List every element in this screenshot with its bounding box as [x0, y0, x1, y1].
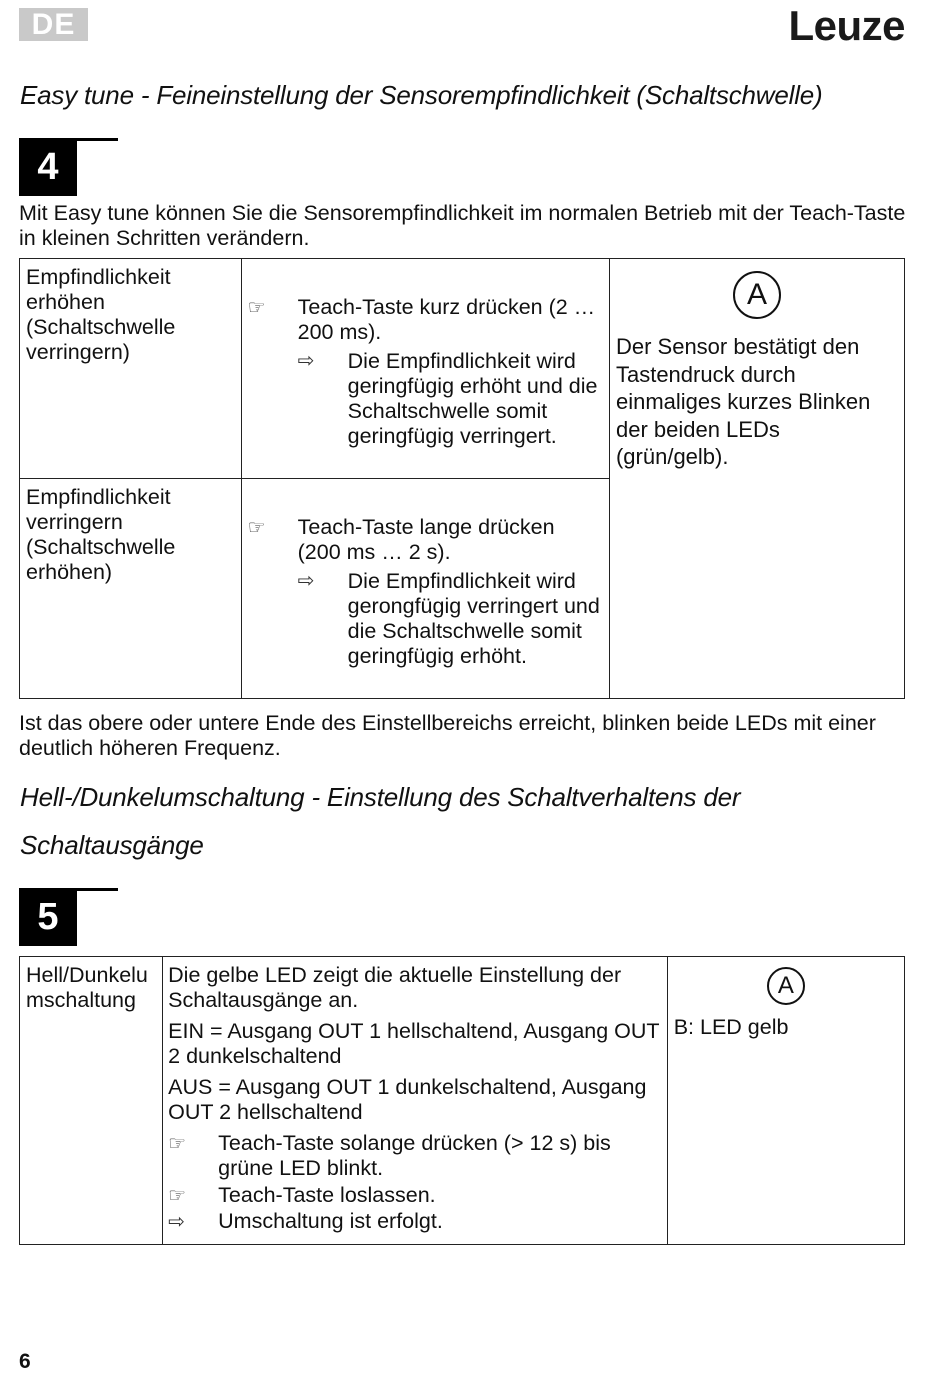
row-label: Empfindlichkeit verringern (Schaltschwelle erhöhen) [20, 479, 242, 699]
step-underline [77, 888, 118, 891]
arrow-right-icon: ⇨ [168, 1211, 185, 1233]
result-text: Die Empfindlichkeit wird gerongfügig verringert und die Schaltschwelle somit geringfügig erhöht. [347, 569, 600, 668]
arrow-right-icon: ⇨ [297, 350, 315, 372]
feedback-text: Der Sensor bestätigt den Tastendruck durch einmaliges kurzes Blinken der beiden LEDs (grün/gelb). [615, 334, 871, 469]
table-row [20, 957, 905, 1245]
row-instructions [241, 479, 609, 699]
note-paragraph: Ist das obere oder untere Ende des Einstellbereichs erreicht, blinken beide LEDs mit einer deutlich höheren Frequenz. [19, 711, 876, 760]
arrow-right-icon: ⇨ [297, 570, 315, 592]
row-instructions [241, 259, 609, 479]
step-number: 5 [19, 888, 77, 946]
page-number: 6 [19, 1350, 31, 1373]
easy-tune-table [19, 258, 905, 699]
step-underline [77, 138, 118, 141]
row-instructions [163, 957, 668, 1245]
marker-a-icon: A [767, 967, 805, 1005]
action-text: Teach-Taste solange drücken (> 12 s) bis grüne LED blinkt. [218, 1131, 611, 1180]
description-off: AUS = Ausgang OUT 1 dunkelschaltend, Ausgang OUT 2 hellschaltend [168, 1075, 647, 1124]
section-title-light-dark-line2: Schaltausgänge [20, 830, 204, 860]
description-text: Die gelbe LED zeigt die aktuelle Einstellung der Schaltausgänge an. [168, 963, 622, 1012]
led-cell [667, 957, 904, 1245]
section-title-light-dark: Hell-/Dunkelumschaltung - Einstellung des Schaltverhaltens der [20, 782, 741, 812]
row-label: Hell/Dunkelumschaltung [20, 957, 163, 1245]
led-text: B: LED gelb [673, 1015, 789, 1039]
row-label: Empfindlichkeit erhöhen (Schaltschwelle verringern) [20, 259, 242, 479]
description-on: EIN = Ausgang OUT 1 hellschaltend, Ausgang OUT 2 dunkelschaltend [168, 1019, 660, 1068]
action-text: Teach-Taste lange drücken (200 ms … 2 s). [297, 515, 555, 564]
hand-pointer-icon: ☞ [247, 517, 266, 539]
action-text: Teach-Taste kurz drücken (2 … 200 ms). [297, 295, 596, 344]
hand-pointer-icon: ☞ [168, 1133, 187, 1155]
result-text: Umschaltung ist erfolgt. [218, 1209, 443, 1233]
section-title-easy-tune: Easy tune - Feineinstellung der Sensorempfindlichkeit (Schaltschwelle) [20, 80, 823, 110]
language-badge: DE [19, 8, 88, 41]
hand-pointer-icon: ☞ [168, 1185, 187, 1207]
action-text: Teach-Taste loslassen. [218, 1183, 436, 1207]
light-dark-table [19, 956, 905, 1245]
feedback-cell [609, 259, 904, 699]
intro-paragraph: Mit Easy tune können Sie die Sensorempfindlichkeit im normalen Betrieb mit der Teach-Taste in kleinen Schritten verändern. [19, 201, 906, 250]
step-number: 4 [19, 138, 77, 196]
brand-logo: Leuze [788, 2, 905, 49]
hand-pointer-icon: ☞ [247, 297, 266, 319]
table-row [20, 259, 905, 479]
marker-a-icon: A [733, 271, 781, 319]
result-text: Die Empfindlichkeit wird geringfügig erhöht und die Schaltschwelle somit geringfügig verringert. [347, 349, 598, 448]
